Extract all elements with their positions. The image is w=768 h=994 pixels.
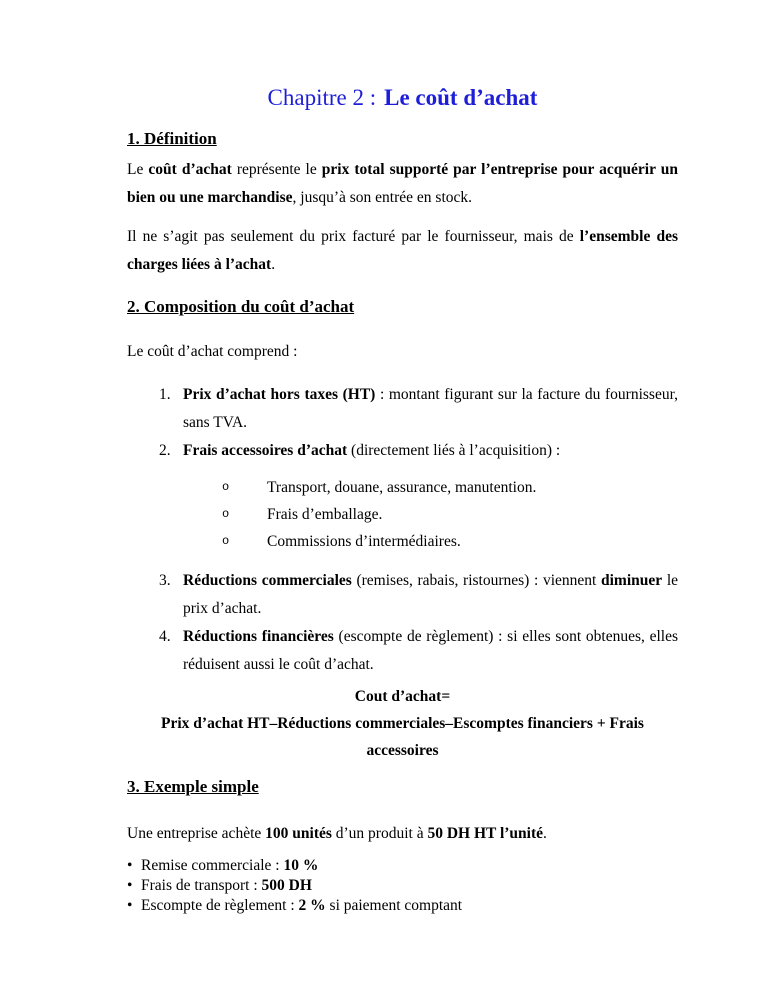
definition-paragraph-1: Le coût d’achat représente le prix total supporté par l’entreprise pour acquérir un bien ou une marchandise, jusqu’à son entrée en stock. [127,161,678,206]
numbered-item-2-marker: 2. [159,442,171,459]
sub-bullet-3-marker: o [222,534,230,548]
example-bullet-2-text: Frais de transport : 500 DH [141,877,312,894]
sub-bullet-1-marker: o [222,480,230,494]
sub-bullet-2-marker: o [222,507,230,521]
numbered-item-2 [127,437,678,465]
section-1-heading: 1. Définition [127,129,217,148]
numbered-item-1-marker: 1. [159,386,171,403]
numbered-item-4-text: Réductions financières (escompte de règlement) : si elles sont obtenues, elles réduisent aussi le coût d’achat. [183,628,678,673]
bullet-2-marker: • [127,877,133,894]
numbered-item-3-text: Réductions commerciales (remises, rabais, ristournes) : viennent diminuer le prix d’achat. [183,572,678,617]
numbered-item-3 [127,567,678,623]
numbered-list-bottom [127,567,678,679]
formula-line-2: Prix d’achat HT–Réductions commerciales–Escomptes financiers + Frais [161,715,644,732]
example-bullet-3 [127,896,678,916]
sub-bullet-item-1 [127,474,678,501]
numbered-item-2-text: Frais accessoires d’achat (directement liés à l’acquisition) : [183,442,561,459]
formula-line-1: Cout d’achat= [354,688,451,705]
numbered-item-1-text: Prix d’achat hors taxes (HT) : montant figurant sur la facture du fournisseur, sans TVA. [183,386,678,431]
chapter-title [127,84,678,112]
sub-bullet-item-3 [127,528,678,555]
formula-line-3: accessoires [366,742,439,759]
chapter-title-emphasis: Le coût d’achat [384,85,538,110]
section-3-heading: 3. Exemple simple [127,777,259,796]
sub-bullet-1-text: Transport, douane, assurance, manutention. [267,479,537,496]
numbered-item-3-marker: 3. [159,572,171,589]
example-intro: Une entreprise achète 100 unités d’un produit à 50 DH HT l’unité. [127,825,547,842]
cost-formula [127,683,678,764]
example-bullet-2 [127,876,678,896]
sub-bullet-3-text: Commissions d’intermédiaires. [267,533,461,550]
chapter-title-prefix: Chapitre 2 : [267,85,377,110]
numbered-item-1 [127,381,678,437]
bullet-3-marker: • [127,897,133,914]
composition-intro: Le coût d’achat comprend : [127,343,298,360]
example-bullet-list [127,856,678,916]
numbered-list-top [127,381,678,465]
numbered-item-4-marker: 4. [159,628,171,645]
numbered-item-4 [127,623,678,679]
bullet-1-marker: • [127,857,133,874]
sub-bullet-item-2 [127,501,678,528]
example-bullet-1-text: Remise commerciale : 10 % [141,857,319,874]
section-2-heading: 2. Composition du coût d’achat [127,297,355,316]
definition-paragraph-2: Il ne s’agit pas seulement du prix facturé par le fournisseur, mais de l’ensemble des charges liées à l’achat. [127,228,678,273]
sub-bullet-list [127,474,678,555]
document-content [127,0,678,916]
example-bullet-1 [127,856,678,876]
sub-bullet-2-text: Frais d’emballage. [267,506,383,523]
example-bullet-3-text: Escompte de règlement : 2 % si paiement comptant [141,897,463,914]
